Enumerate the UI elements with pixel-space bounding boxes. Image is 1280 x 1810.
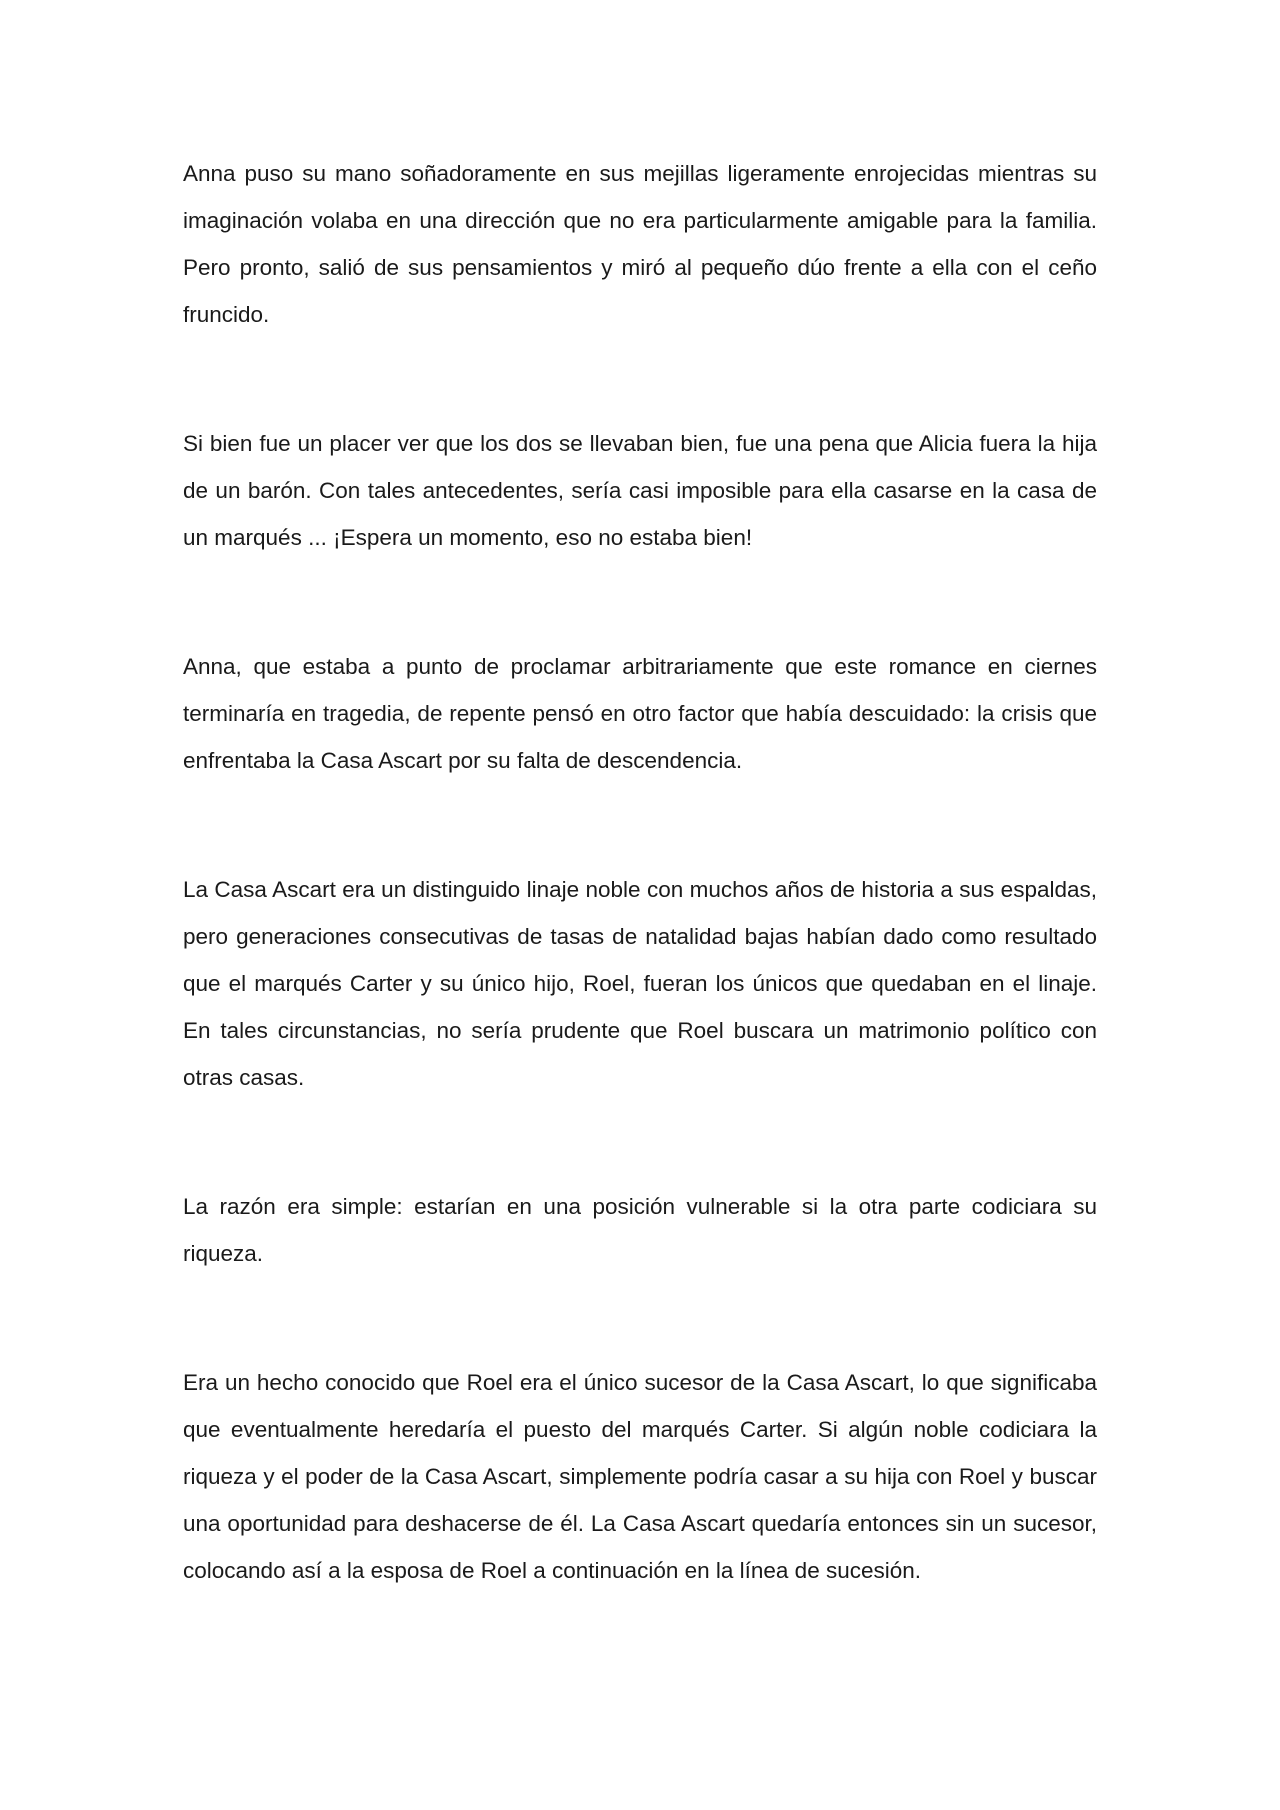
paragraph-5: La razón era simple: estarían en una posición vulnerable si la otra parte codiciara su riqueza. [183,1194,1097,1266]
document-page [183,150,1097,1594]
paragraph-2: Si bien fue un placer ver que los dos se llevaban bien, fue una pena que Alicia fuera la hija de un barón. Con tales antecedentes, sería casi imposible para ella casarse en la casa de un marqués ... ¡Espera un momento, eso no estaba bien! [183,431,1097,550]
paragraph-3: Anna, que estaba a punto de proclamar arbitrariamente que este romance en ciernes terminaría en tragedia, de repente pensó en otro factor que había descuidado: la crisis que enfrentaba la Casa Ascart por su falta de descendencia. [183,654,1097,773]
paragraph-6: Era un hecho conocido que Roel era el único sucesor de la Casa Ascart, lo que significaba que eventualmente heredaría el puesto del marqués Carter. Si algún noble codiciara la riqueza y el poder de la Casa Ascart, simplemente podría casar a su hija con Roel y buscar una oportunidad para deshacerse de él. La Casa Ascart quedaría entonces sin un sucesor, colocando así a la esposa de Roel a continuación en la línea de sucesión. [183,1370,1097,1583]
paragraph-4: La Casa Ascart era un distinguido linaje noble con muchos años de historia a sus espaldas, pero generaciones consecutivas de tasas de natalidad bajas habían dado como resultado que el marqués Carter y su único hijo, Roel, fueran los únicos que quedaban en el linaje. En tales circunstancias, no sería prudente que Roel buscara un matrimonio político con otras casas. [183,877,1097,1090]
paragraph-1: Anna puso su mano soñadoramente en sus mejillas ligeramente enrojecidas mientras su imaginación volaba en una dirección que no era particularmente amigable para la familia. Pero pronto, salió de sus pensamientos y miró al pequeño dúo frente a ella con el ceño fruncido. [183,161,1097,327]
